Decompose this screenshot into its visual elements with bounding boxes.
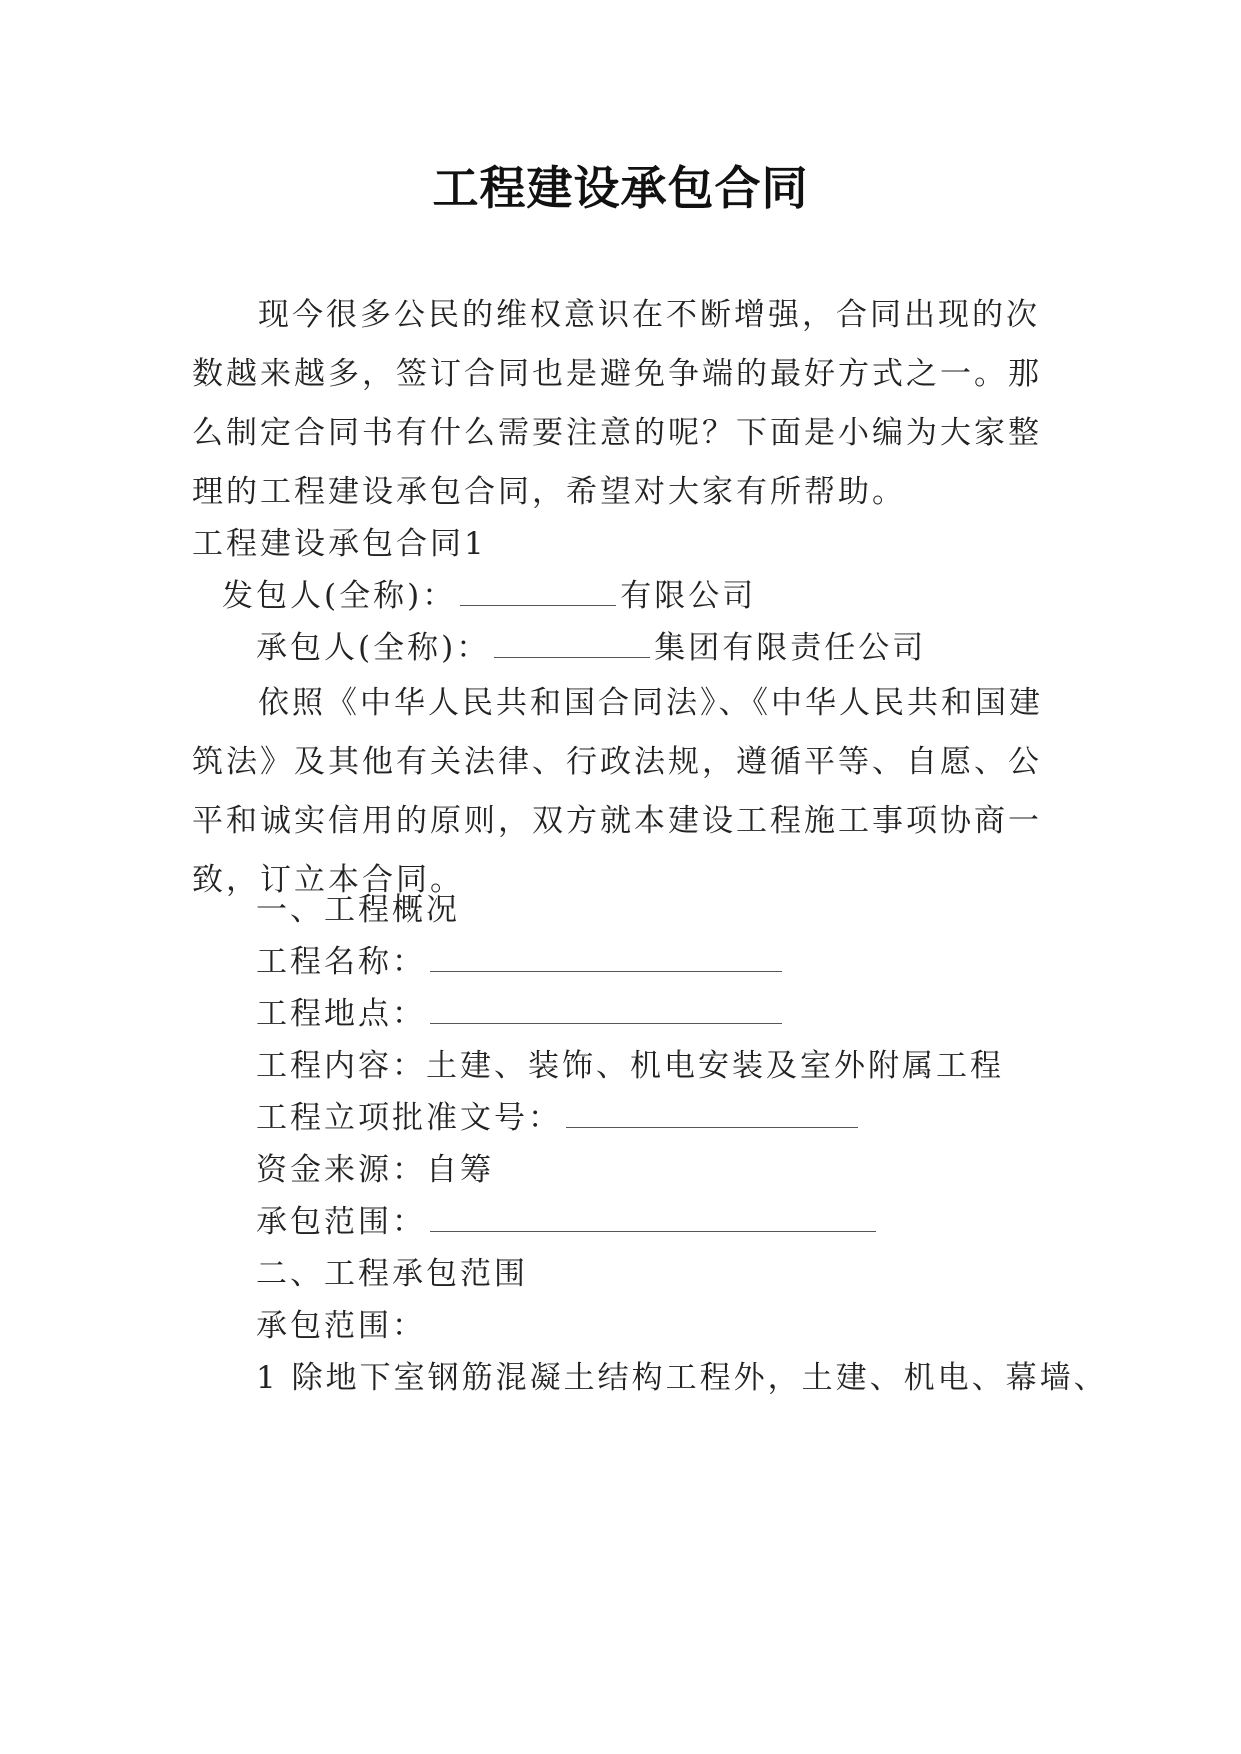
project-location-label: 工程地点： (256, 996, 426, 1032)
approval-number-blank (566, 1099, 858, 1128)
basis-paragraph: 依照《中华人民共和国合同法》、《中华人民共和国建筑法》及其他有关法律、行政法规，遵循平等、自愿、公平和诚实信用的原则，双方就本建设工程施工事项协商一致，订立本合同。 (192, 685, 1043, 898)
article1-heading: 一、工程概况 (256, 892, 460, 928)
scope-item-1: 1 除地下室钢筋混凝土结构工程外，土建、机电、幕墙、 (256, 1360, 1108, 1396)
section-heading: 工程建设承包合同1 (192, 526, 487, 562)
scope-blank (430, 1203, 876, 1232)
article2-heading: 二、工程承包范围 (256, 1256, 528, 1292)
document-title: 工程建设承包合同 (432, 161, 809, 215)
intro-paragraph: 现今很多公民的维权意识在不断增强，合同出现的次数越来越多，签订合同也是避免争端的最好方式之一。那么制定合同书有什么需要注意的呢？下面是小编为大家整理的工程建设承包合同，希望对大家有所帮助。 (192, 297, 1042, 510)
scope-label-1: 承包范围： (256, 1204, 426, 1240)
project-name-label: 工程名称： (256, 944, 426, 980)
contractor-line (256, 628, 926, 668)
project-location-blank (430, 995, 782, 1024)
employer-suffix: 有限公司 (620, 578, 757, 614)
employer-label: 发包人(全称)： (222, 578, 457, 614)
project-name-line (256, 942, 786, 982)
contractor-suffix: 集团有限责任公司 (654, 630, 927, 666)
project-location-line (256, 994, 786, 1034)
project-content-line: 工程内容：土建、装饰、机电安装及室外附属工程 (256, 1048, 1004, 1084)
project-name-blank (430, 943, 782, 972)
employer-name-blank (460, 577, 616, 606)
approval-number-label: 工程立项批准文号： (256, 1100, 562, 1136)
scope-line-2: 承包范围： (256, 1308, 426, 1344)
fund-source-line: 资金来源：自筹 (256, 1152, 494, 1188)
contractor-label: 承包人(全称)： (256, 630, 491, 666)
employer-line (222, 576, 756, 616)
approval-number-line (256, 1098, 862, 1138)
contractor-name-blank (494, 629, 650, 658)
scope-line-1 (256, 1202, 880, 1242)
